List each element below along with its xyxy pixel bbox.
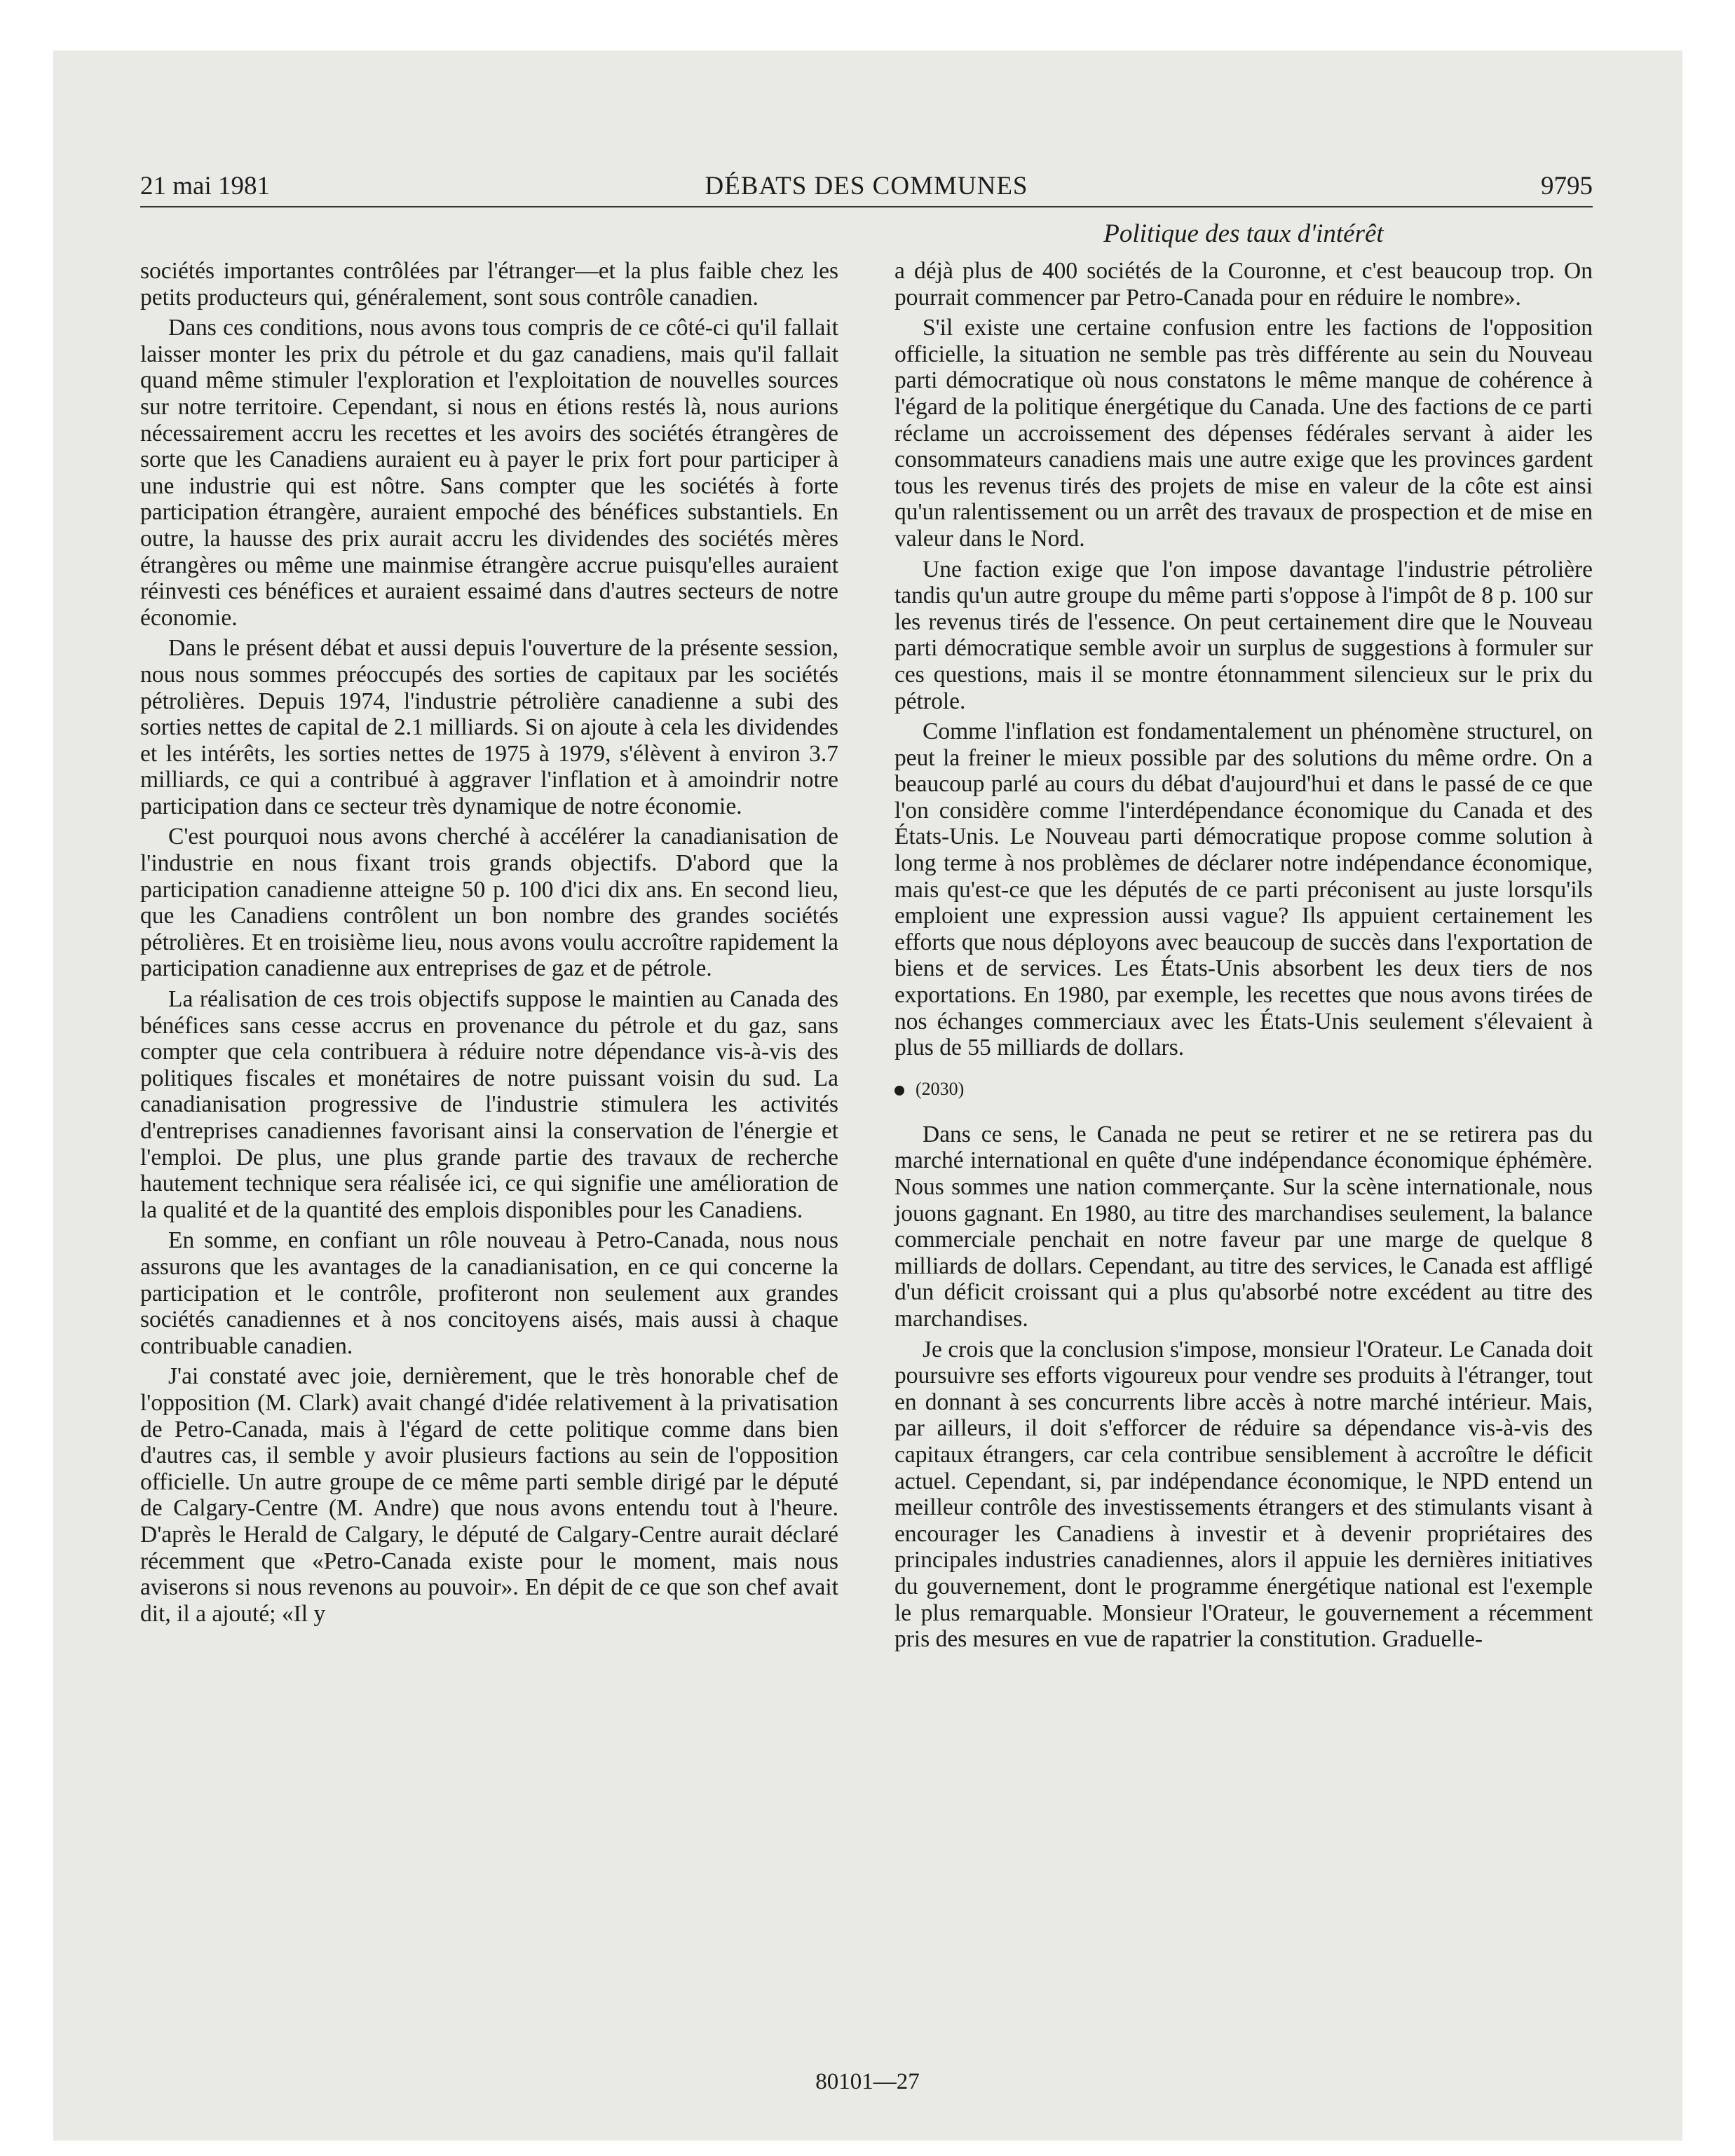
left-column bbox=[140, 258, 838, 1631]
paragraph: Une faction exige que l'on impose davantage l'industrie pétrolière tandis qu'un autre groupe du même parti s'oppose à l'impôt de 8 p. 100 sur les revenus tirés de l'essence. On peut certainement dire que le Nouveau parti démocratique semble avoir un surplus de suggestions à formuler sur ces questions, mais il se montre étonnamment silencieux sur le prix du pétrole. bbox=[894, 556, 1593, 714]
paragraph: sociétés importantes contrôlées par l'étranger—et la plus faible chez les petits producteurs qui, généralement, sont sous contrôle canadien. bbox=[140, 258, 838, 311]
subject-heading: Politique des taux d'intérêt bbox=[1103, 219, 1384, 248]
paragraph: Je crois que la conclusion s'impose, monsieur l'Orateur. Le Canada doit poursuivre ses efforts vigoureux pour vendre ses produits à l'étranger, tout en donnant à ses concurrents libre accès à notre marché intérieur. Mais, par ailleurs, il doit s'efforcer de réduire sa dépendance vis-à-vis des capitaux étrangers, car cela contribue sensiblement à accroître le déficit actuel. Cependant, si, par indépendance économique, le NPD entend un meilleur contrôle des investissements étrangers et des stimulants visant à encourager les Canadiens à investir et à devenir propriétaires des principales industries canadiennes, alors il appuie les dernières initiatives du gouvernement, dont le programme énergétique national est l'exemple le plus remarquable. Monsieur l'Orateur, le gouvernement a récemment pris des mesures en vue de rapatrier la constitution. Graduelle- bbox=[894, 1336, 1593, 1653]
paragraph: C'est pourquoi nous avons cherché à accélérer la canadianisation de l'industrie en nous fixant trois grands objectifs. D'abord que la participation canadienne atteigne 50 p. 100 d'ici dix ans. En second lieu, que les Canadiens contrôlent un bon nombre des grandes sociétés pétrolières. Et en troisième lieu, nous avons voulu accroître rapidement la participation canadienne aux entreprises de gaz et de pétrole. bbox=[140, 824, 838, 982]
header-title: DÉBATS DES COMMUNES bbox=[705, 172, 1028, 200]
header-date: 21 mai 1981 bbox=[140, 172, 270, 200]
paragraph: En somme, en confiant un rôle nouveau à Petro-Canada, nous nous assurons que les avantages de la canadianisation, en ce qui concerne la participation et le contrôle, profiteront non seulement aux grandes sociétés canadiennes et à nos concitoyens aisés, mais aussi à chaque contribuable canadien. bbox=[140, 1227, 838, 1359]
paragraph: La réalisation de ces trois objectifs suppose le maintien au Canada des bénéfices sans cesse accrus en provenance du pétrole et du gaz, sans compter que cela contribuera à réduire notre dépendance vis-à-vis des politiques fiscales et monétaires de notre puissant voisin du sud. La canadianisation progressive de l'industrie stimulera les activités d'entreprises canadiennes favorisant ainsi la conservation de l'énergie et l'emploi. De plus, une plus grande partie des travaux de recherche hautement technique sera réalisée ici, ce qui signifie une amélioration de la qualité et de la quantité des emplois disponibles pour les Canadiens. bbox=[140, 986, 838, 1223]
paragraph: J'ai constaté avec joie, dernièrement, que le très honorable chef de l'opposition (M. Clark) avait changé d'idée relativement à la privatisation de Petro-Canada, mais à l'égard de cette politique comme dans bien d'autres cas, il semble y avoir plusieurs factions au sein de l'opposition officielle. Un autre groupe de ce même parti semble dirigé par le député de Calgary-Centre (M. Andre) que nous avons entendu tout à l'heure. D'après le Herald de Calgary, le député de Calgary-Centre aurait déclaré récemment que «Petro-Canada existe pour le moment, mais nous aviserons si nous revenons au pouvoir». En dépit de ce que son chef avait dit, il a ajouté; «Il y bbox=[140, 1363, 838, 1627]
running-header bbox=[140, 171, 1593, 207]
paragraph: Comme l'inflation est fondamentalement un phénomène structurel, on peut la freiner le mieux possible par des solutions du même ordre. On a beaucoup parlé au cours du débat d'aujourd'hui et dans le passé de ce que l'on considère comme l'interdépendance économique du Canada et des États-Unis. Le Nouveau parti démocratique propose comme solution à long terme à nos problèmes de déclarer notre indépendance économique, mais qu'est-ce que les députés de ce parti préconisent au juste lorsqu'ils emploient une expression aussi vague? Ils appuient certainement les efforts que nous déployons avec beaucoup de succès dans l'exportation de biens et de services. Les États-Unis absorbent les deux tiers de nos exportations. En 1980, par exemple, les recettes que nous avons tirées de nos échanges commerciaux avec les États-Unis seulement s'élevaient à plus de 55 milliards de dollars. bbox=[894, 718, 1593, 1061]
time-marker-text: (2030) bbox=[916, 1078, 965, 1099]
paragraph: a déjà plus de 400 sociétés de la Couronne, et c'est beaucoup trop. On pourrait commencer par Petro-Canada pour en réduire le nombre». bbox=[894, 258, 1593, 311]
time-marker bbox=[894, 1075, 1593, 1103]
paragraph: S'il existe une certaine confusion entre les factions de l'opposition officielle, la situation ne semble pas très différente au sein du Nouveau parti démocratique où nous constatons le même manque de cohérence à l'égard de la politique énergétique du Canada. Une des factions de ce parti réclame un accroissement des dépenses fédérales servant à aider les consommateurs canadiens mais une autre exige que les provinces gardent tous les revenus tirés des projets de mise en valeur de la côte est ainsi qu'un ralentissement ou un arrêt des travaux de prospection et de mise en valeur dans le Nord. bbox=[894, 315, 1593, 552]
paragraph: Dans ces conditions, nous avons tous compris de ce côté-ci qu'il fallait laisser monter les prix du pétrole et du gaz canadiens, mais qu'il fallait quand même stimuler l'exploration et l'exploitation de nouvelles sources sur notre territoire. Cependant, si nous en étions restés là, nous aurions nécessairement accru les recettes et les avoirs des sociétés étrangères de sorte que les Canadiens auraient eu à payer le prix fort pour participer à une industrie qui est nôtre. Sans compter que les sociétés à forte participation étrangère, auraient empoché des bénéfices substantiels. En outre, la hausse des prix aurait accru les dividendes des sociétés mères étrangères ou même une mainmise étrangère accrue puisqu'elles auraient réinvesti ces bénéfices et auraient essaimé dans d'autres secteurs de notre économie. bbox=[140, 315, 838, 631]
right-column bbox=[894, 258, 1593, 1657]
bullet-icon bbox=[894, 1086, 904, 1096]
header-page-number: 9795 bbox=[1541, 172, 1593, 200]
footer-signature: 80101—27 bbox=[815, 2069, 920, 2094]
paragraph: Dans ce sens, le Canada ne peut se retirer et ne se retirera pas du marché international en quête d'une indépendance économique éphémère. Nous sommes une nation commerçante. Sur la scène internationale, nous jouons gagnant. En 1980, au titre des marchandises seulement, la balance commerciale penchait en notre faveur par une marge de quelque 8 milliards de dollars. Cependant, au titre des services, le Canada est affligé d'un déficit croissant qui a plus qu'absorbé notre excédent au titre des marchandises. bbox=[894, 1121, 1593, 1332]
paragraph: Dans le présent débat et aussi depuis l'ouverture de la présente session, nous nous sommes préoccupés des sorties de capitaux par les sociétés pétrolières. Depuis 1974, l'industrie pétrolière canadienne a subi des sorties nettes de capital de 2.1 milliards. Si on ajoute à cela les dividendes et les intérêts, les sorties nettes de 1975 à 1979, s'élèvent à environ 3.7 milliards, ce qui a contribué à aggraver l'inflation et à amoindrir notre participation dans ce secteur très dynamique de notre économie. bbox=[140, 635, 838, 819]
